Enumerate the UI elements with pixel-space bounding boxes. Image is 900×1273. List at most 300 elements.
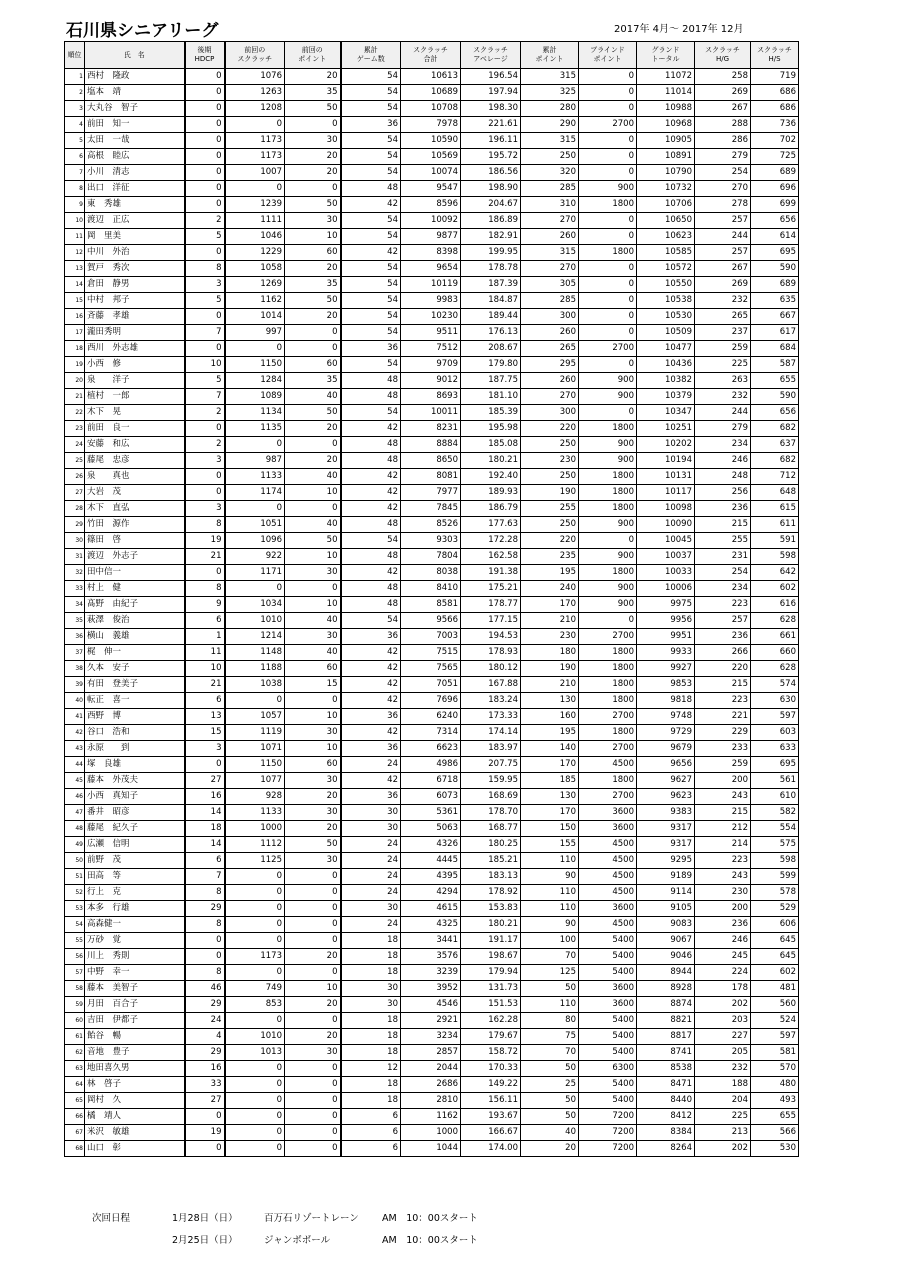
cell-name: 岡 里美 (85, 229, 185, 245)
cell-name: 米沢 敏雄 (85, 1125, 185, 1141)
column-header-scratch-average (461, 42, 521, 69)
cell-total-point: 80 (521, 1013, 579, 1029)
cell-name: 大丸谷 智子 (85, 101, 185, 117)
table-row (65, 421, 799, 437)
cell-prev-scratch: 1010 (225, 613, 285, 629)
table-row (65, 1141, 799, 1157)
cell-grand-total: 10585 (637, 245, 695, 261)
column-header-text: 累計 (363, 46, 378, 54)
cell-prev-point: 0 (285, 501, 341, 517)
cell-grand-total: 8384 (637, 1125, 695, 1141)
cell-total-point: 265 (521, 341, 579, 357)
cell-grand-total: 10550 (637, 277, 695, 293)
cell-scratch-hg: 288 (695, 117, 751, 133)
cell-name: 泉 洋子 (85, 373, 185, 389)
cell-name: 中川 外治 (85, 245, 185, 261)
table-row (65, 1029, 799, 1045)
cell-blind-point: 1800 (579, 677, 637, 693)
cell-scratch-total: 6240 (401, 709, 461, 725)
table-row (65, 693, 799, 709)
cell-hdcp: 10 (185, 661, 225, 677)
standings-table (64, 41, 799, 1157)
cell-prev-point: 0 (285, 1061, 341, 1077)
cell-name: 前田 知一 (85, 117, 185, 133)
cell-hdcp: 3 (185, 501, 225, 517)
cell-prev-point: 20 (285, 789, 341, 805)
cell-scratch-average: 156.11 (461, 1093, 521, 1109)
cell-grand-total: 10436 (637, 357, 695, 373)
cell-scratch-total: 3239 (401, 965, 461, 981)
cell-scratch-hg: 202 (695, 997, 751, 1013)
column-header-text: HDCP (194, 55, 215, 63)
cell-hdcp: 0 (185, 133, 225, 149)
cell-blind-point: 7200 (579, 1125, 637, 1141)
cell-hdcp: 15 (185, 725, 225, 741)
table-body (65, 69, 799, 1157)
cell-games: 54 (341, 325, 401, 341)
cell-games: 54 (341, 133, 401, 149)
cell-total-point: 155 (521, 837, 579, 853)
cell-blind-point: 0 (579, 293, 637, 309)
cell-scratch-hs: 590 (751, 389, 799, 405)
table-row (65, 981, 799, 997)
cell-scratch-hg: 220 (695, 661, 751, 677)
cell-total-point: 250 (521, 517, 579, 533)
table-row (65, 645, 799, 661)
table-row (65, 485, 799, 501)
cell-total-point: 290 (521, 117, 579, 133)
cell-scratch-hs: 574 (751, 677, 799, 693)
cell-scratch-average: 221.61 (461, 117, 521, 133)
cell-scratch-total: 4615 (401, 901, 461, 917)
cell-blind-point: 5400 (579, 1093, 637, 1109)
cell-scratch-hg: 256 (695, 485, 751, 501)
cell-blind-point: 3600 (579, 805, 637, 821)
cell-scratch-total: 7696 (401, 693, 461, 709)
column-header-text: ポイント (535, 55, 564, 63)
cell-total-point: 260 (521, 325, 579, 341)
cell-prev-scratch: 0 (225, 901, 285, 917)
cell-rank: 43 (65, 741, 85, 757)
cell-rank: 6 (65, 149, 85, 165)
cell-prev-scratch: 0 (225, 965, 285, 981)
cell-total-point: 190 (521, 661, 579, 677)
column-header-scratch-hs (751, 42, 799, 69)
cell-total-point: 100 (521, 933, 579, 949)
cell-scratch-total: 2857 (401, 1045, 461, 1061)
cell-scratch-total: 4294 (401, 885, 461, 901)
cell-rank: 15 (65, 293, 85, 309)
cell-total-point: 70 (521, 949, 579, 965)
column-header-text: 後期 (197, 46, 212, 54)
cell-scratch-hg: 244 (695, 405, 751, 421)
cell-prev-point: 10 (285, 597, 341, 613)
cell-scratch-hg: 200 (695, 901, 751, 917)
cell-scratch-total: 8410 (401, 581, 461, 597)
table-row (65, 677, 799, 693)
cell-total-point: 270 (521, 213, 579, 229)
cell-grand-total: 10251 (637, 421, 695, 437)
cell-hdcp: 8 (185, 917, 225, 933)
cell-total-point: 90 (521, 917, 579, 933)
cell-games: 36 (341, 341, 401, 357)
cell-hdcp: 29 (185, 997, 225, 1013)
cell-blind-point: 900 (579, 517, 637, 533)
cell-scratch-average: 191.17 (461, 933, 521, 949)
cell-hdcp: 14 (185, 837, 225, 853)
cell-scratch-average: 184.87 (461, 293, 521, 309)
cell-hdcp: 8 (185, 965, 225, 981)
cell-total-point: 180 (521, 645, 579, 661)
cell-games: 54 (341, 165, 401, 181)
cell-scratch-average: 180.21 (461, 917, 521, 933)
cell-scratch-hg: 213 (695, 1125, 751, 1141)
cell-blind-point: 3600 (579, 821, 637, 837)
cell-name: 塩本 靖 (85, 85, 185, 101)
table-row (65, 565, 799, 581)
cell-grand-total: 10988 (637, 101, 695, 117)
cell-scratch-average: 175.21 (461, 581, 521, 597)
cell-grand-total: 10037 (637, 549, 695, 565)
cell-prev-scratch: 1173 (225, 133, 285, 149)
column-header-prev-point (285, 42, 341, 69)
cell-scratch-total: 7978 (401, 117, 461, 133)
cell-grand-total: 10650 (637, 213, 695, 229)
cell-scratch-total: 7003 (401, 629, 461, 645)
cell-scratch-hs: 597 (751, 709, 799, 725)
cell-name: 前田 良一 (85, 421, 185, 437)
cell-blind-point: 0 (579, 613, 637, 629)
cell-rank: 61 (65, 1029, 85, 1045)
cell-scratch-total: 10092 (401, 213, 461, 229)
cell-name: 藤尾 紀久子 (85, 821, 185, 837)
schedule-time: AM 10：00スタート (382, 1213, 478, 1224)
cell-total-point: 220 (521, 421, 579, 437)
cell-grand-total: 9105 (637, 901, 695, 917)
cell-scratch-total: 10230 (401, 309, 461, 325)
cell-prev-scratch: 1125 (225, 853, 285, 869)
cell-hdcp: 0 (185, 1109, 225, 1125)
cell-name: 木下 晃 (85, 405, 185, 421)
table-row (65, 597, 799, 613)
table-header (65, 42, 799, 69)
cell-blind-point: 1800 (579, 245, 637, 261)
cell-scratch-hg: 257 (695, 613, 751, 629)
cell-scratch-hs: 582 (751, 805, 799, 821)
cell-prev-scratch: 0 (225, 1141, 285, 1157)
cell-scratch-average: 181.10 (461, 389, 521, 405)
table-row (65, 1109, 799, 1125)
cell-grand-total: 10117 (637, 485, 695, 501)
cell-rank: 46 (65, 789, 85, 805)
cell-scratch-hg: 266 (695, 645, 751, 661)
cell-hdcp: 16 (185, 1061, 225, 1077)
cell-prev-scratch: 1057 (225, 709, 285, 725)
cell-scratch-average: 185.21 (461, 853, 521, 869)
cell-hdcp: 7 (185, 389, 225, 405)
cell-scratch-hs: 661 (751, 629, 799, 645)
cell-rank: 8 (65, 181, 85, 197)
cell-hdcp: 19 (185, 533, 225, 549)
table-row (65, 725, 799, 741)
cell-prev-scratch: 1150 (225, 757, 285, 773)
cell-scratch-hg: 279 (695, 149, 751, 165)
column-header-text: スクラッチ (237, 55, 273, 63)
cell-scratch-average: 204.67 (461, 197, 521, 213)
cell-games: 48 (341, 597, 401, 613)
cell-hdcp: 0 (185, 101, 225, 117)
cell-name: 横山 義雄 (85, 629, 185, 645)
cell-name: 岡村 久 (85, 1093, 185, 1109)
cell-scratch-hg: 188 (695, 1077, 751, 1093)
cell-total-point: 255 (521, 501, 579, 517)
cell-games: 54 (341, 309, 401, 325)
cell-rank: 34 (65, 597, 85, 613)
cell-scratch-hs: 493 (751, 1093, 799, 1109)
cell-rank: 2 (65, 85, 85, 101)
table-row (65, 437, 799, 453)
cell-scratch-average: 172.28 (461, 533, 521, 549)
cell-scratch-hs: 682 (751, 453, 799, 469)
cell-scratch-total: 3234 (401, 1029, 461, 1045)
cell-prev-point: 10 (285, 741, 341, 757)
cell-scratch-hs: 736 (751, 117, 799, 133)
cell-prev-scratch: 1188 (225, 661, 285, 677)
cell-scratch-total: 8398 (401, 245, 461, 261)
column-header-total-point (521, 42, 579, 69)
cell-scratch-average: 159.95 (461, 773, 521, 789)
cell-hdcp: 8 (185, 517, 225, 533)
cell-name: 川上 秀則 (85, 949, 185, 965)
cell-rank: 9 (65, 197, 85, 213)
cell-scratch-average: 186.89 (461, 213, 521, 229)
cell-hdcp: 0 (185, 197, 225, 213)
cell-scratch-average: 198.30 (461, 101, 521, 117)
cell-grand-total: 9729 (637, 725, 695, 741)
cell-total-point: 70 (521, 1045, 579, 1061)
cell-scratch-hs: 645 (751, 949, 799, 965)
cell-blind-point: 5400 (579, 1045, 637, 1061)
cell-prev-point: 20 (285, 165, 341, 181)
cell-scratch-total: 4325 (401, 917, 461, 933)
cell-scratch-hg: 223 (695, 853, 751, 869)
cell-rank: 26 (65, 469, 85, 485)
cell-games: 6 (341, 1125, 401, 1141)
cell-scratch-hg: 278 (695, 197, 751, 213)
cell-prev-scratch: 0 (225, 181, 285, 197)
cell-grand-total: 9317 (637, 837, 695, 853)
cell-prev-scratch: 0 (225, 1077, 285, 1093)
cell-games: 24 (341, 853, 401, 869)
cell-scratch-average: 196.54 (461, 69, 521, 85)
cell-prev-scratch: 1134 (225, 405, 285, 421)
cell-prev-point: 20 (285, 149, 341, 165)
cell-scratch-total: 7512 (401, 341, 461, 357)
cell-prev-scratch: 853 (225, 997, 285, 1013)
column-header-text: ポイント (298, 55, 327, 63)
cell-scratch-hs: 529 (751, 901, 799, 917)
cell-prev-point: 10 (285, 485, 341, 501)
cell-scratch-hs: 599 (751, 869, 799, 885)
cell-prev-point: 0 (285, 901, 341, 917)
cell-prev-scratch: 1038 (225, 677, 285, 693)
cell-scratch-total: 4395 (401, 869, 461, 885)
cell-scratch-average: 182.91 (461, 229, 521, 245)
cell-games: 48 (341, 389, 401, 405)
cell-scratch-hg: 232 (695, 1061, 751, 1077)
cell-blind-point: 6300 (579, 1061, 637, 1077)
table-row (65, 933, 799, 949)
cell-scratch-hs: 702 (751, 133, 799, 149)
table-row (65, 789, 799, 805)
cell-games: 54 (341, 357, 401, 373)
cell-prev-scratch: 1284 (225, 373, 285, 389)
cell-scratch-average: 149.22 (461, 1077, 521, 1093)
cell-scratch-hs: 695 (751, 757, 799, 773)
cell-rank: 30 (65, 533, 85, 549)
column-header-name (85, 42, 185, 69)
column-header-text: 前回の (301, 46, 323, 54)
cell-games: 42 (341, 469, 401, 485)
cell-scratch-average: 199.95 (461, 245, 521, 261)
cell-blind-point: 900 (579, 453, 637, 469)
cell-prev-point: 0 (285, 1077, 341, 1093)
cell-scratch-average: 185.39 (461, 405, 521, 421)
cell-blind-point: 1800 (579, 485, 637, 501)
cell-hdcp: 19 (185, 1125, 225, 1141)
cell-scratch-total: 1044 (401, 1141, 461, 1157)
column-header-text: スクラッチ (705, 46, 740, 54)
cell-total-point: 305 (521, 277, 579, 293)
cell-name: 篠田 啓 (85, 533, 185, 549)
cell-scratch-average: 183.24 (461, 693, 521, 709)
cell-scratch-total: 3576 (401, 949, 461, 965)
table-row (65, 853, 799, 869)
cell-blind-point: 4500 (579, 837, 637, 853)
cell-scratch-average: 131.73 (461, 981, 521, 997)
cell-scratch-total: 7051 (401, 677, 461, 693)
cell-blind-point: 3600 (579, 901, 637, 917)
cell-prev-point: 0 (285, 933, 341, 949)
cell-grand-total: 9951 (637, 629, 695, 645)
cell-scratch-total: 8596 (401, 197, 461, 213)
cell-games: 42 (341, 245, 401, 261)
table-row (65, 325, 799, 341)
schedule-label: 次回日程 (92, 1213, 131, 1224)
cell-hdcp: 16 (185, 789, 225, 805)
cell-prev-scratch: 1076 (225, 69, 285, 85)
cell-scratch-total: 8884 (401, 437, 461, 453)
cell-name: 藤尾 忠彦 (85, 453, 185, 469)
cell-scratch-average: 168.77 (461, 821, 521, 837)
cell-games: 6 (341, 1141, 401, 1157)
cell-blind-point: 5400 (579, 1077, 637, 1093)
cell-scratch-hg: 258 (695, 69, 751, 85)
table-row (65, 85, 799, 101)
cell-prev-scratch: 1058 (225, 261, 285, 277)
table-row (65, 533, 799, 549)
cell-prev-point: 10 (285, 229, 341, 245)
cell-rank: 35 (65, 613, 85, 629)
cell-scratch-total: 2044 (401, 1061, 461, 1077)
cell-hdcp: 2 (185, 405, 225, 421)
cell-blind-point: 0 (579, 533, 637, 549)
cell-scratch-hs: 570 (751, 1061, 799, 1077)
cell-grand-total: 10033 (637, 565, 695, 581)
cell-total-point: 260 (521, 373, 579, 389)
cell-prev-point: 10 (285, 981, 341, 997)
cell-prev-scratch: 1111 (225, 213, 285, 229)
cell-prev-scratch: 0 (225, 1013, 285, 1029)
cell-scratch-average: 207.75 (461, 757, 521, 773)
cell-prev-point: 35 (285, 373, 341, 389)
cell-grand-total: 10098 (637, 501, 695, 517)
cell-rank: 60 (65, 1013, 85, 1029)
cell-scratch-total: 10074 (401, 165, 461, 181)
cell-rank: 12 (65, 245, 85, 261)
cell-blind-point: 0 (579, 309, 637, 325)
cell-hdcp: 3 (185, 453, 225, 469)
cell-prev-point: 50 (285, 197, 341, 213)
cell-total-point: 75 (521, 1029, 579, 1045)
cell-prev-scratch: 0 (225, 581, 285, 597)
cell-name: 高根 睦広 (85, 149, 185, 165)
table-row (65, 757, 799, 773)
cell-hdcp: 6 (185, 693, 225, 709)
cell-grand-total: 8928 (637, 981, 695, 997)
cell-scratch-hs: 481 (751, 981, 799, 997)
cell-prev-point: 30 (285, 1045, 341, 1061)
cell-scratch-hs: 689 (751, 165, 799, 181)
cell-scratch-total: 7314 (401, 725, 461, 741)
cell-rank: 42 (65, 725, 85, 741)
cell-prev-point: 0 (285, 341, 341, 357)
cell-prev-point: 40 (285, 469, 341, 485)
cell-scratch-average: 170.33 (461, 1061, 521, 1077)
cell-prev-scratch: 1269 (225, 277, 285, 293)
table-row (65, 1045, 799, 1061)
cell-games: 42 (341, 197, 401, 213)
cell-prev-scratch: 0 (225, 885, 285, 901)
cell-rank: 59 (65, 997, 85, 1013)
cell-grand-total: 9679 (637, 741, 695, 757)
cell-scratch-hg: 257 (695, 213, 751, 229)
cell-games: 30 (341, 997, 401, 1013)
cell-scratch-total: 7845 (401, 501, 461, 517)
cell-prev-scratch: 1174 (225, 485, 285, 501)
cell-blind-point: 4500 (579, 757, 637, 773)
cell-hdcp: 21 (185, 549, 225, 565)
cell-hdcp: 7 (185, 325, 225, 341)
cell-blind-point: 900 (579, 549, 637, 565)
table-row (65, 373, 799, 389)
table-row (65, 501, 799, 517)
table-row (65, 341, 799, 357)
cell-prev-point: 50 (285, 293, 341, 309)
cell-rank: 28 (65, 501, 85, 517)
cell-total-point: 250 (521, 469, 579, 485)
cell-grand-total: 9067 (637, 933, 695, 949)
cell-prev-point: 30 (285, 853, 341, 869)
cell-scratch-hg: 263 (695, 373, 751, 389)
cell-grand-total: 8741 (637, 1045, 695, 1061)
column-header-games (341, 42, 401, 69)
cell-prev-point: 35 (285, 277, 341, 293)
cell-grand-total: 8874 (637, 997, 695, 1013)
cell-name: 西村 隆政 (85, 69, 185, 85)
cell-games: 18 (341, 1029, 401, 1045)
cell-hdcp: 0 (185, 149, 225, 165)
